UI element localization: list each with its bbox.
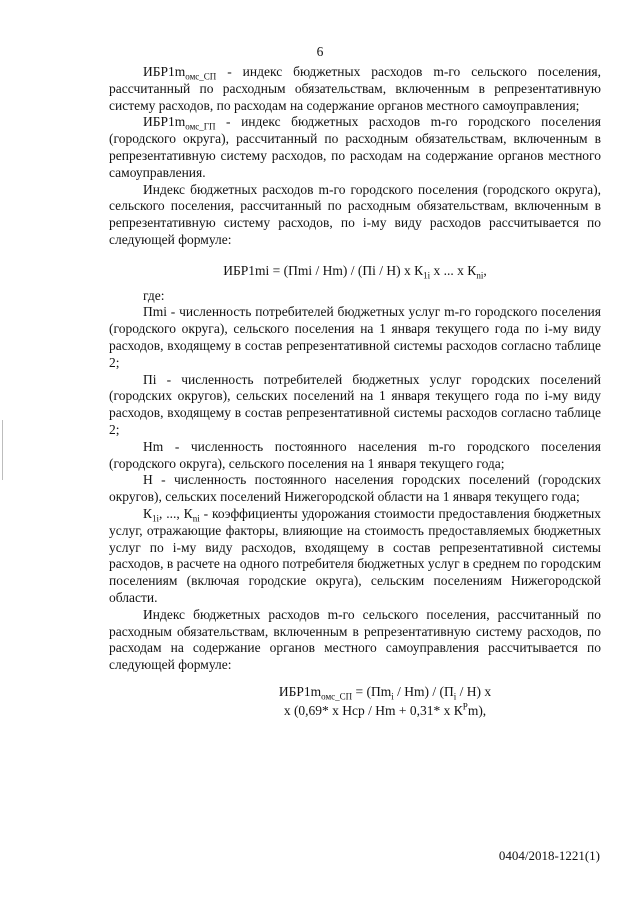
definition-ibr1m-omc-gp: $ИБР1m_{омс\_ГП}$ - индекс бюджетных расходов m-го городского поселения (городского округа), рассчитанный по расходным обязательствам, включенным в репрезентативную систему расходов, по расходам на содержание органов местного самоуправления. bbox=[109, 114, 601, 180]
formula-ibr1m-omc-sp-line1: $ИБР1m_{омс\_СП} = (Пm_i / Нm) / (П_i / Н)$ x bbox=[278, 683, 492, 702]
paragraph-rural-index-intro: Индекс бюджетных расходов m-го сельского поселения, рассчитанный по расходным обязательствам, включенным в репрезентативную систему расходов, по расходам на содержание органов местного самоуправления рассчитывается по следующей формуле: bbox=[109, 606, 601, 673]
formula-ibr1mi: ИБР1mi = (Пmi / Нm) / (Пi / Н) x $К_{1i}$ x ... x $К_{ni}$, bbox=[223, 262, 487, 281]
paragraph-index-intro: Индекс бюджетных расходов m-го городского поселения (городского округа), сельского поселения, рассчитанный по расходным обязательствам, включенным в репрезентативную систему расходов, по i-му виду расходов рассчитывается по следующей формуле: bbox=[109, 181, 601, 247]
scan-edge-mark bbox=[2, 420, 3, 480]
document-body bbox=[109, 64, 601, 719]
definition-h: Н - численность постоянного населения городских поселений (городских округов), сельских поселений Нижегородской области на 1 января текущего года; bbox=[109, 472, 601, 505]
document-code: 0404/2018-1221(1) bbox=[498, 848, 600, 863]
page-number: 6 bbox=[316, 44, 324, 59]
definition-k-coefficients: $К_{1i}$, ..., $К_{ni}$ - коэффициенты удорожания стоимости предоставления бюджетных услуг, отражающие факторы, влияющие на стоимость предоставляемых бюджетных услуг по i-му виду расходов, входящему в состав репрезентативной системы расходов, в расчете на одного потребителя бюджетных услуг в среднем по городским поселениям (включая городские округа), сельским поселениям Нижегородской области. bbox=[109, 505, 601, 605]
formula-ibr1m-omc-sp-line2: x (0,69* x Нср / Нm + 0,31* x $К^Pm$), bbox=[283, 701, 487, 718]
definition-pmi: Пmi - численность потребителей бюджетных услуг m-го городского поселения (городского округа), сельского поселения на 1 января текущего года по i-му виду расходов, входящему в состав репрезентативной системы расходов согласно таблице 2; bbox=[109, 304, 601, 370]
where-label: где: bbox=[143, 287, 165, 303]
definition-ibr1m-omc-sp: $ИБР1m_{омс\_СП}$ - индекс бюджетных расходов m-го сельского поселения, рассчитанный по расходным обязательствам, включенным в репрезентативную систему расходов, по расходам на содержание органов местного самоуправления; bbox=[109, 64, 601, 113]
definition-hm: Нm - численность постоянного населения m-го городского поселения (городского округа), сельского поселения на 1 января текущего года; bbox=[109, 438, 601, 471]
definition-pi: Пi - численность потребителей бюджетных услуг городских поселений (городских округов), сельских поселений на 1 января текущего года по i-му виду расходов, входящему в состав репрезентативной системы расходов согласно таблице 2; bbox=[109, 371, 601, 437]
